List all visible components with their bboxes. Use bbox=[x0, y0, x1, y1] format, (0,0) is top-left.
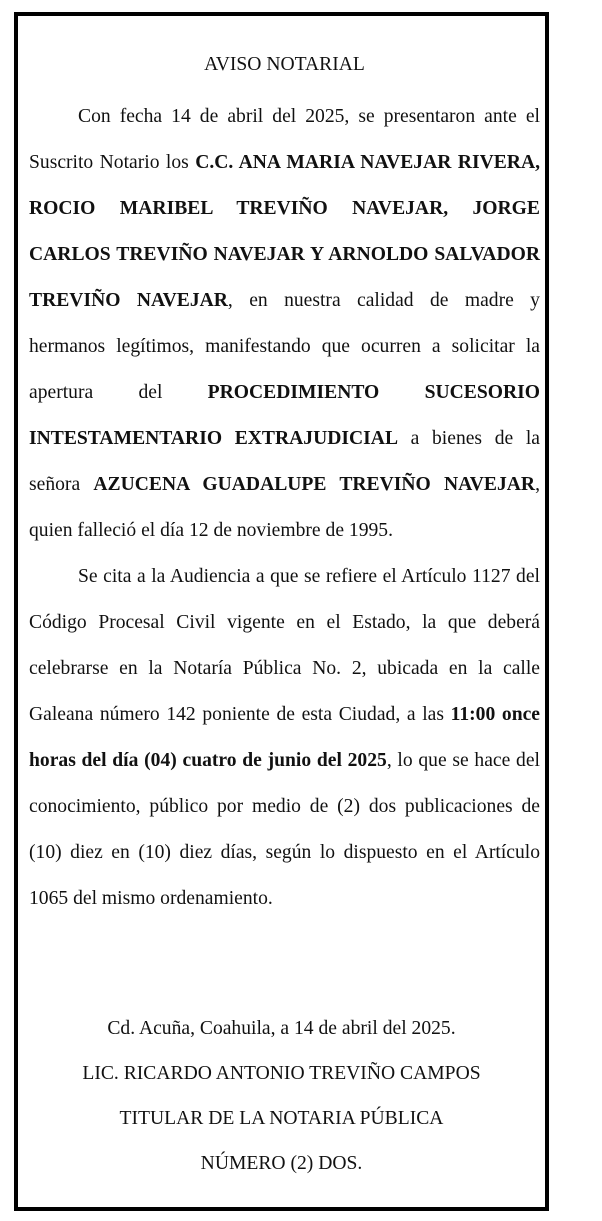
paragraph-hearing-text-2: , lo que se hace del conocimiento, público por medio de (2) dos publicaciones de (10) diez en (10) diez días, según lo dispuesto en el Artículo 1065 del mismo ordenamiento. bbox=[29, 750, 540, 909]
petitioners-names: C.C. ANA MARIA NAVEJAR RIVERA, ROCIO MARIBEL TREVIÑO NAVEJAR, JORGE CARLOS TREVIÑO NAVEJAR Y ARNOLDO SALVADOR TREVIÑO NAVEJAR bbox=[29, 152, 540, 311]
paragraph-petition-text-1: Con fecha 14 de abril del 2025, se presentaron ante el Suscrito Notario los bbox=[29, 106, 540, 173]
closing-signer: LIC. RICARDO ANTONIO TREVIÑO CAMPOS bbox=[82, 1063, 481, 1084]
closing-number: NÚMERO (2) DOS. bbox=[200, 1153, 363, 1174]
notice-border bbox=[14, 12, 549, 1211]
paragraph-petition-text-2: , en nuestra calidad de madre y hermanos legítimos, manifestando que ocurren a solicitar la apertura del bbox=[29, 290, 540, 403]
hearing-datetime: 11:00 once horas del día (04) cuatro de junio del 2025 bbox=[29, 704, 540, 771]
paragraph-hearing bbox=[29, 554, 540, 922]
paragraph-hearing-text-1: Se cita a la Audiencia a que se refiere el Artículo 1127 del Código Procesal Civil vigente en el Estado, la que deberá celebrarse en la Notaría Pública No. 2, ubicada en la calle Galeana número 142 poniente de esta Ciudad, a las bbox=[29, 566, 540, 725]
paragraph-petition-text-4: , quien falleció el día 12 de noviembre de 1995. bbox=[29, 474, 540, 541]
paragraph-petition bbox=[29, 94, 540, 554]
closing-place-date: Cd. Acuña, Coahuila, a 14 de abril del 2025. bbox=[107, 1018, 456, 1039]
notice-title: AVISO NOTARIAL bbox=[204, 54, 365, 75]
paragraph-petition-text-3: a bienes de la señora bbox=[29, 428, 540, 495]
procedure-name: PROCEDIMIENTO SUCESORIO INTESTAMENTARIO EXTRAJUDICIAL bbox=[29, 382, 540, 449]
deceased-name: AZUCENA GUADALUPE TREVIÑO NAVEJAR bbox=[93, 474, 536, 495]
notice-body bbox=[29, 50, 540, 922]
notice-closing bbox=[18, 1006, 545, 1186]
closing-role: TITULAR DE LA NOTARIA PÚBLICA bbox=[119, 1108, 444, 1129]
